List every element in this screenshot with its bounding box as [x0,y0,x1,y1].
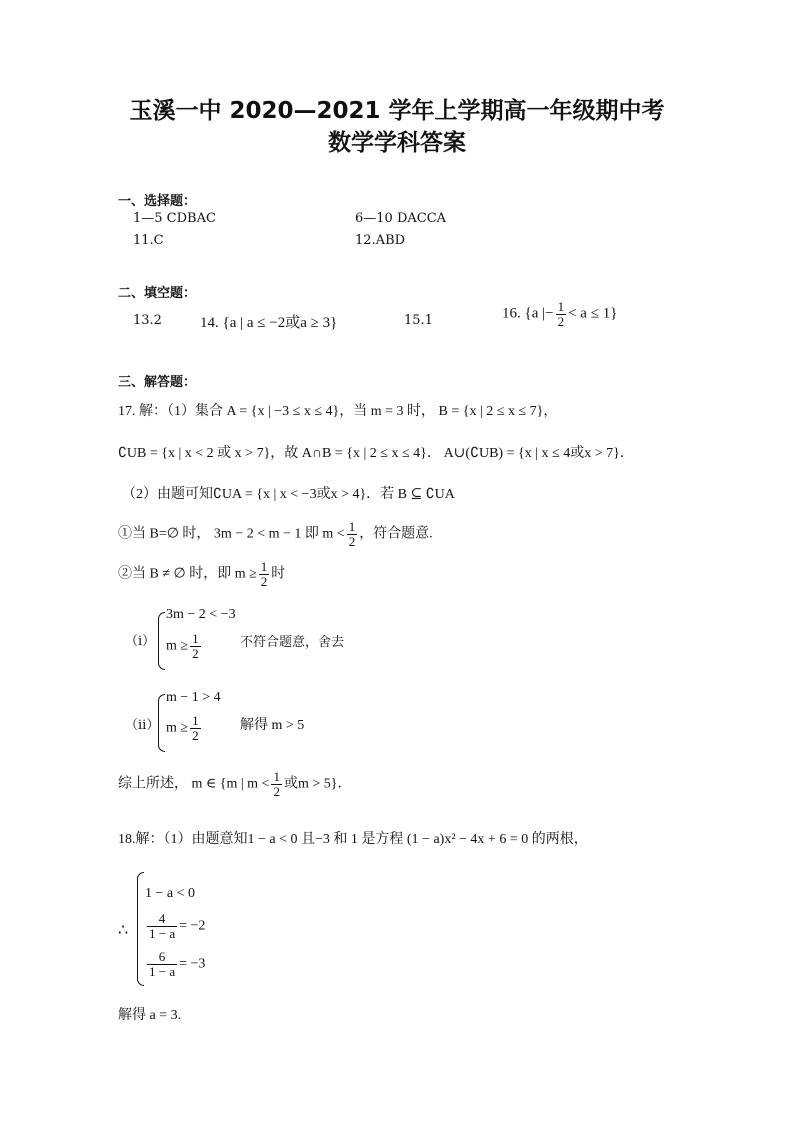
p17-case-2-fraction: $\frac{1}{2}$ [260,559,268,589]
p17-line-2: ∁UB = {x | x < 2 或 x > 7}，故 A∩B = {x | 2 ≤ x ≤ 4}． A∪(∁UB) = {x | x ≤ 4或x > 7}． [118,446,634,461]
p17-line-3: （2）由题可知∁UA = {x | x < −3或x > 4}．若 B ⊆ ∁UA [122,487,455,502]
p18-result: 解得 a = 3. [118,1008,182,1023]
answer-16 [502,300,617,328]
p18-brace [137,872,144,986]
section-heading-solutions: 三、解答题： [118,375,197,390]
p17-ii-eq1: m − 1 > 4 [166,690,221,705]
p17-case-1: ①当 B=∅ 时， 3m − 2 < m − 1 即 m < $\frac{1}{2}$ ，符合题意. [118,519,433,549]
p17-summary: 综上所述， m ∈ {m | m < $\frac{1}{2}$ 或m > 5}． [118,769,352,799]
section-heading-fill: 二、填空题： [118,286,197,301]
p17-i-eq2: m ≥ $\frac{1}{2}$ [166,631,199,661]
answer-16-prefix: 16. {a | [502,305,546,322]
p17-i-label: （i） [125,634,156,649]
page-title: 玉溪一中 2020—2021 学年上学期高一年级期中考 [129,98,665,124]
answer-14: 14. {a | a ≤ −2或a ≥ 3} [200,315,338,331]
page-subtitle: 数学学科答案 [328,130,466,156]
p17-summary-fraction: $\frac{1}{2}$ [273,769,280,799]
p17-ii-label: （ii） [125,718,160,733]
answer-1-5: 1—5 CDBAC [133,211,216,226]
p17-ii-fraction: $\frac{1}{2}$ [192,713,199,743]
p17-ii-note: 解得 m > 5 [240,718,305,733]
p17-i-note: 不符合题意，舍去 [240,635,345,650]
p18-line-1: 18.解：（1）由题意知1 − a < 0 且−3 和 1 是方程 (1 − a)x² − 4x + 6 = 0 的两根， [118,832,588,847]
answer-16-suffix: < a ≤ 1} [568,305,618,322]
p18-eq3-fraction: $\frac{6}{1 - a}$ [149,949,176,979]
p17-i-eq1: 3m − 2 < −3 [166,607,236,622]
p17-ii-brace [158,694,165,752]
p17-case-1-fraction: $\frac{1}{2}$ [348,519,356,549]
answer-15: 15.1 [404,313,433,328]
answer-6-10: 6—10 DACCA [355,211,447,226]
answer-13: 13.2 [133,313,162,328]
answer-12: 12.ABD [355,233,406,248]
p17-i-fraction: $\frac{1}{2}$ [192,631,199,661]
p18-eq2-fraction: $\frac{4}{1 - a}$ [149,911,176,941]
section-heading-choice: 一、选择题： [118,194,197,209]
answer-16-fraction: $\frac{1}{2}$ [557,299,565,329]
p17-line-1: 17. 解：（1）集合 A = {x | −3 ≤ x ≤ 4}，当 m = 3 时， B = {x | 2 ≤ x ≤ 7}， [118,404,558,419]
p18-eq1: 1 − a < 0 [145,886,196,901]
p17-case-2: ②当 B ≠ ∅ 时，即 m ≥ $\frac{1}{2}$ 时 [118,559,286,589]
p18-eq2: $\frac{4}{1 - a}$ = −2 [149,911,206,941]
p17-ii-eq2: m ≥ $\frac{1}{2}$ [166,713,199,743]
p17-i-brace [158,612,165,670]
answer-11: 11.C [133,233,164,248]
p18-therefore: ∴ [118,922,129,939]
answer-16-neg: − [545,305,554,322]
p18-eq3: $\frac{6}{1 - a}$ = −3 [149,949,206,979]
